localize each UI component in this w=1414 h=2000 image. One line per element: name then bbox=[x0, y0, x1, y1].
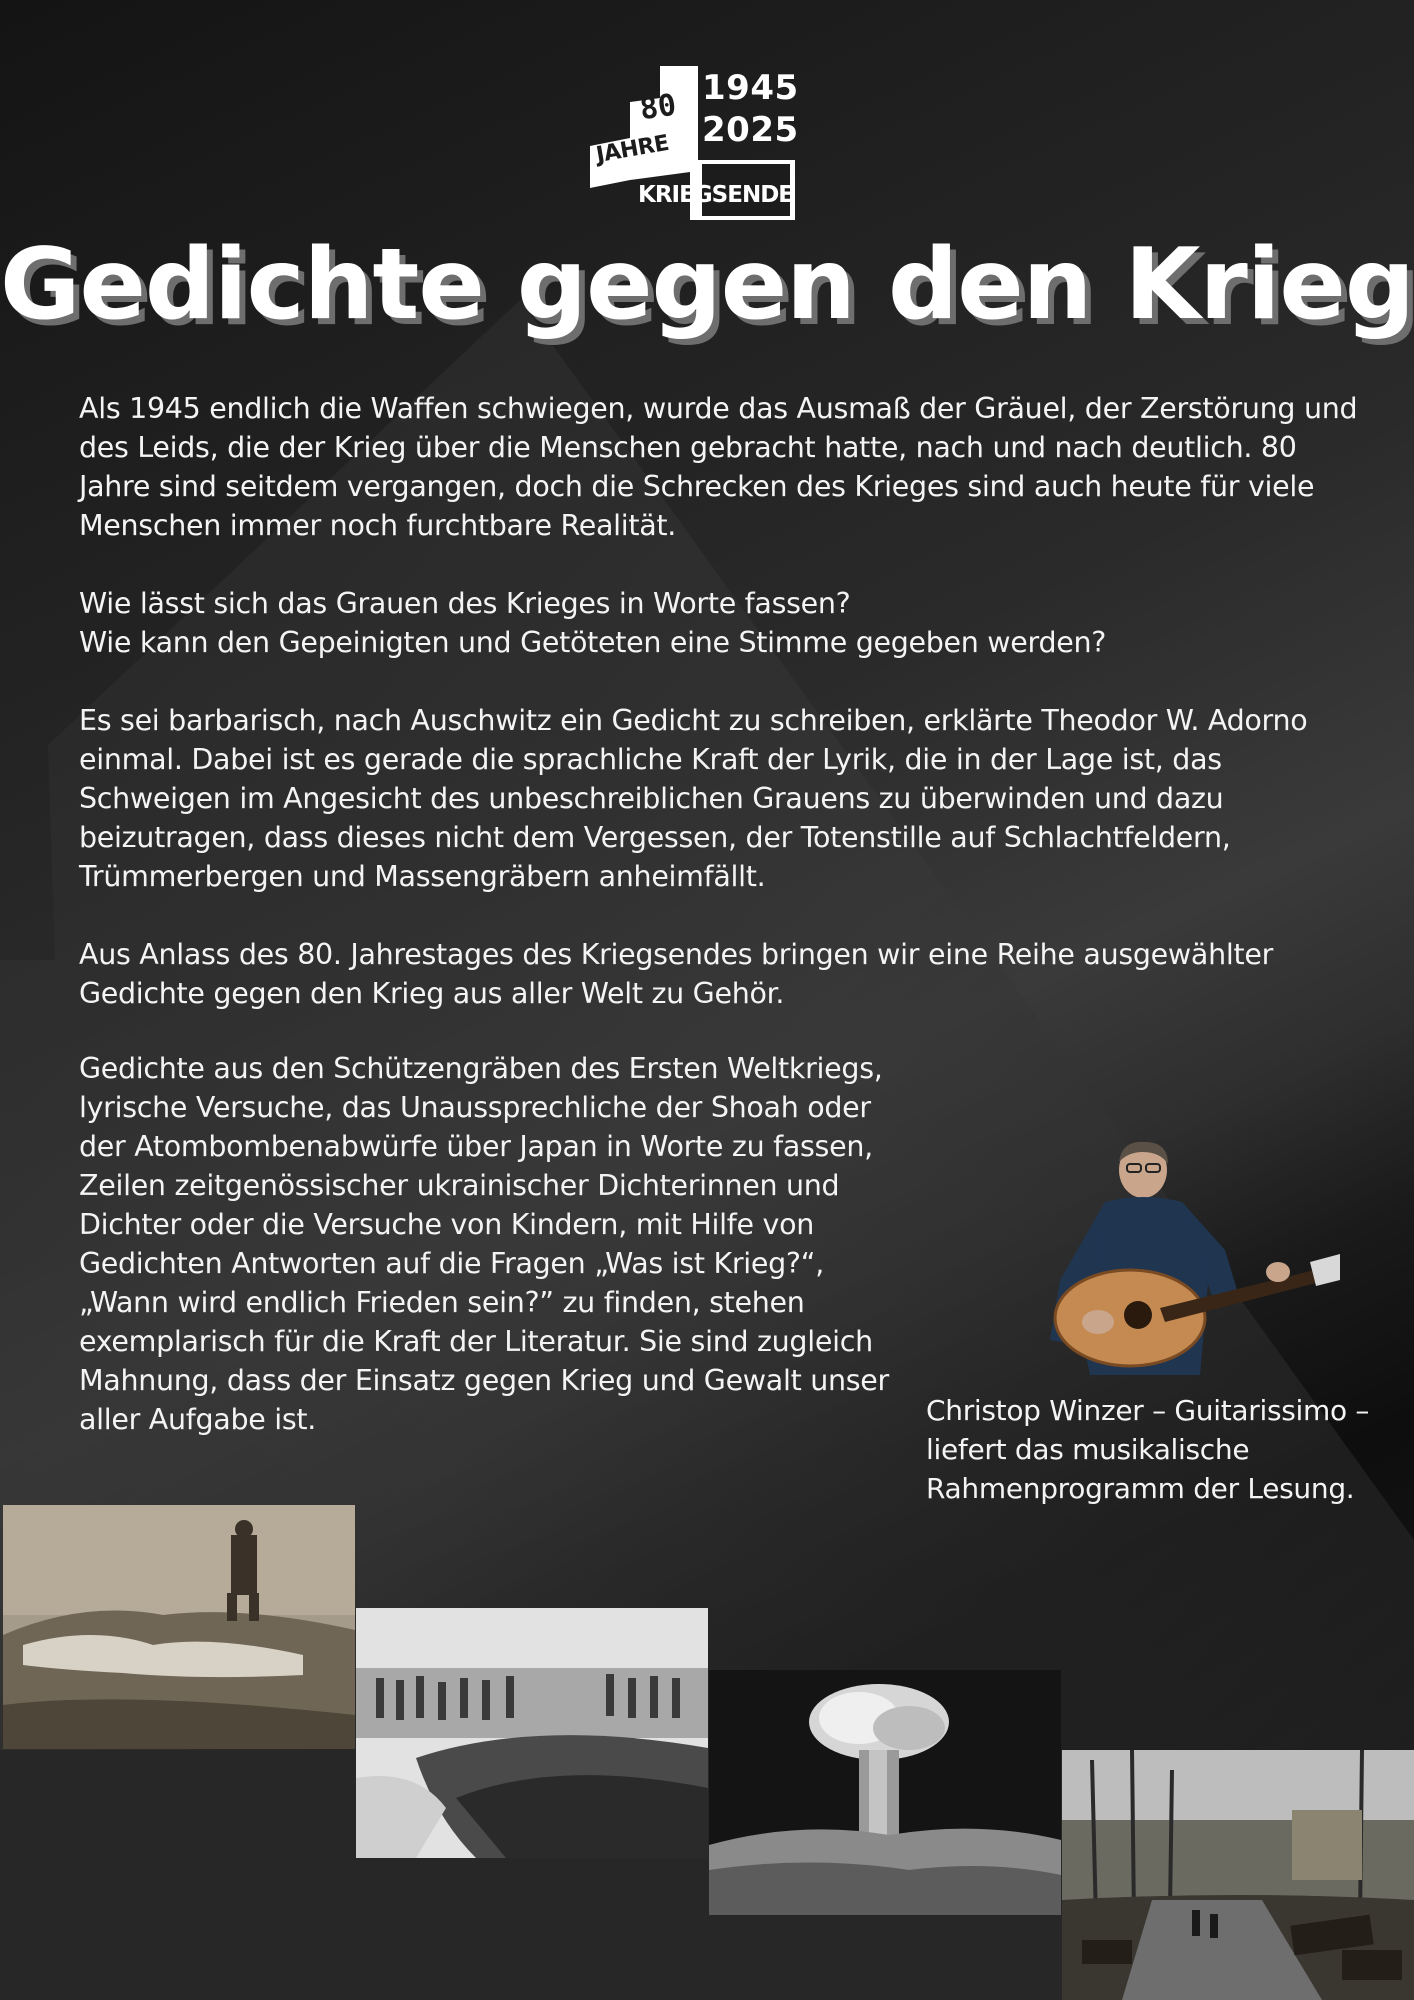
photo-atomic-mushroom-cloud bbox=[709, 1670, 1061, 1915]
paragraph-poems: Gedichte aus den Schützengräben des Ersten Weltkriegs, lyrische Versuche, das Unaussprechliche der Shoah oder der Atombombenabwürfe über Japan in Worte zu fassen, Zeilen zeitgenössischer ukrainischer Dichterinnen und Dichter oder die Versuche von Kindern, mit Hilfe von Gedichten Antworten auf die Fragen „Was ist Krieg?“, „Wann wird endlich Frieden sein?” zu finden, stehen exemplarisch für die Kraft der Literatur. Sie sind zugleich Mahnung, dass der Einsatz gegen Krieg und Gewalt unser aller Aufgabe ist. bbox=[79, 1052, 889, 1436]
photo-execution-ditch bbox=[356, 1608, 708, 1858]
guitarist-caption: Christop Winzer – Guitarissimo – liefert das musikalische Rahmenprogramm der Lesung. bbox=[926, 1394, 1370, 1505]
page-title: Gedichte gegen den Krieg bbox=[0, 228, 1414, 342]
paragraph-questions: Wie lässt sich das Grauen des Krieges in Worte fassen? Wie kann den Gepeinigten und Getöteten eine Stimme gegeben werden? bbox=[79, 587, 1107, 659]
logo-year-end: 2025 bbox=[702, 110, 799, 150]
logo-word-end: KRIEGSENDE bbox=[638, 182, 794, 208]
paragraph-intro: Als 1945 endlich die Waffen schwiegen, wurde das Ausmaß der Gräuel, der Zerstörung und des Leids, die der Krieg über die Menschen gebracht hatte, nach und nach deutlich. 80 Jahre sind seitdem vergangen, doch die Schrecken des Krieges sind auch heute für viele Menschen immer noch furchtbare Realität. bbox=[79, 392, 1358, 542]
paragraph-occasion: Aus Anlass des 80. Jahrestages des Kriegsendes bringen wir eine Reihe ausgewählter Gedichte gegen den Krieg aus aller Welt zu Gehör. bbox=[79, 938, 1273, 1010]
logo-number: 80 bbox=[637, 87, 679, 128]
guitarist-photo bbox=[1010, 1140, 1340, 1375]
anniversary-logo bbox=[590, 62, 810, 224]
logo-word-years: JAHRE bbox=[594, 130, 671, 169]
logo-year-start: 1945 bbox=[702, 68, 799, 108]
paragraph-adorno: Es sei barbarisch, nach Auschwitz ein Gedicht zu schreiben, erklärte Theodor W. Adorno einmal. Dabei ist es gerade die sprachliche Kraft der Lyrik, die in der Lage ist, das Schweigen im Angesicht des unbeschreiblichen Grauens zu überwinden und dazu beizutragen, dass dieses nicht dem Vergessen, der Totenstille auf Schlachtfeldern, Trümmerbergen und Massengräbern anheimfällt. bbox=[79, 704, 1308, 893]
photo-destroyed-street bbox=[1062, 1750, 1414, 2000]
photo-goya-etching bbox=[3, 1505, 355, 1749]
